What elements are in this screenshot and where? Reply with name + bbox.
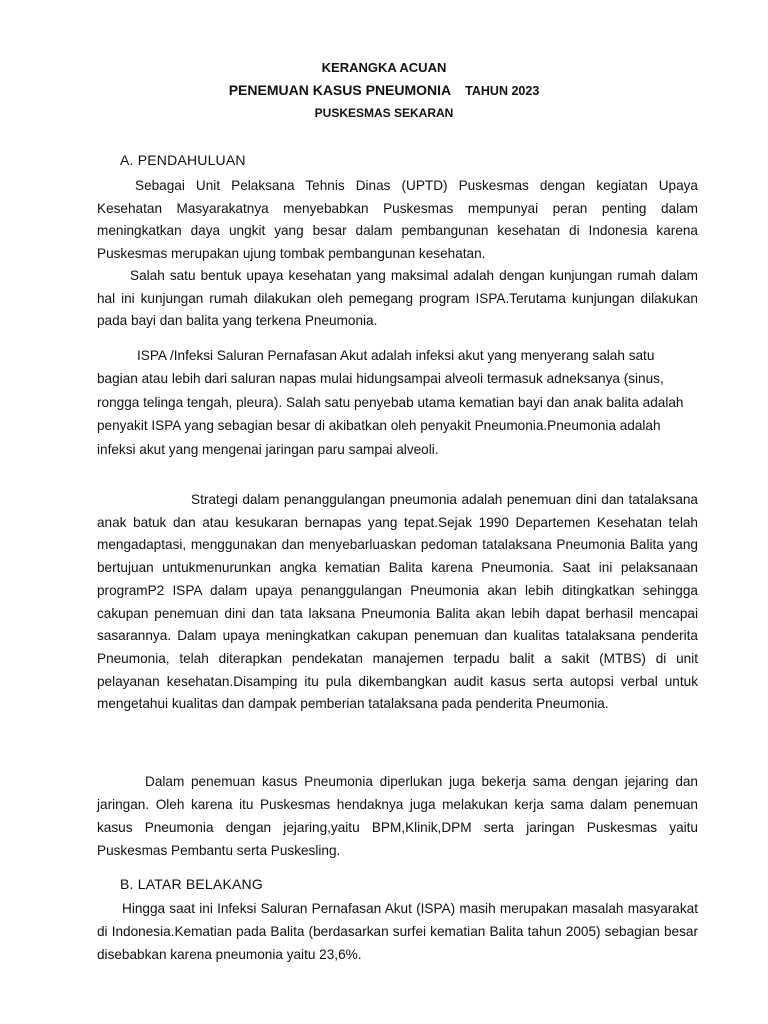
section-b-heading: B. LATAR BELAKANG xyxy=(120,876,263,892)
section-a-paragraph-2: Salah satu bentuk upaya kesehatan yang maksimal adalah dengan kunjungan rumah dalam hal ini kunjungan rumah dilakukan oleh pemegang program ISPA.Terutama kunjungan dilakukan pada bayi dan balita yang terkena Pneumonia. xyxy=(97,268,698,329)
doc-title-line2 xyxy=(0,82,768,98)
doc-title-main: PENEMUAN KASUS PNEUMONIA xyxy=(228,82,452,98)
doc-title-year: TAHUN 2023 xyxy=(465,84,540,98)
section-a-paragraph-4: Strategi dalam penanggulangan pneumonia adalah penemuan dini dan tatalaksana anak batuk dan atau kesukaran bernapas yang tepat.Sejak 1990 Departemen Kesehatan telah mengadaptasi, menggunakan dan menyebarluaskan pedoman tatalaksana Pneumonia Balita yang bertujuan untukmenurunkan angka kematian Balita karena Pneumonia. Saat ini pelaksanaan programP2 ISPA dalam upaya penanggulangan Pneumonia akan lebih ditingkatkan sehingga cakupan penemuan dini dan tata laksana Pneumonia Balita akan lebih dapat berhasil mencapai sasarannya. Dalam upaya meningkatkan cakupan penemuan dan kualitas tatalaksana penderita Pneumonia, telah diterapkan pendekatan manajemen terpadu balit a sakit (MTBS) di unit pelayanan kesehatan.Disamping itu pula dikembangkan audit kasus serta autopsi verbal untuk mengetahui kualitas dan dampak pemberian tatalaksana pada penderita Pneumonia. xyxy=(97,492,698,712)
section-a-paragraph-3: ISPA /Infeksi Saluran Pernafasan Akut adalah infeksi akut yang menyerang salah satu bagian atau lebih dari saluran napas mulai hidungsampai alveoli termasuk adneksanya (sinus, rongga telinga tengah, pleura). Salah satu penyebab utama kematian bayi dan anak balita adalah penyakit ISPA yang sebagian besar di akibatkan oleh penyakit Pneumonia.Pneumonia adalah infeksi akut yang mengenai jaringan paru sampai alveoli. xyxy=(97,348,684,457)
section-b-paragraph-1: Hingga saat ini Infeksi Saluran Pernafasan Akut (ISPA) masih merupakan masalah masyarakat di Indonesia.Kematian pada Balita (berdasarkan surfei kematian Balita tahun 2005) sebagian besar disebabkan karena pneumonia yaitu 23,6%. xyxy=(97,901,698,962)
section-a-paragraph-1: Sebagai Unit Pelaksana Tehnis Dinas (UPTD) Puskesmas dengan kegiatan Upaya Kesehatan Masyarakatnya menyebabkan Puskesmas mempunyai peran penting dalam meningkatkan daya ungkit yang besar dalam pembangunan kesehatan di Indonesia karena Puskesmas merupakan ujung tombak pembangunan kesehatan. xyxy=(97,178,698,261)
doc-title-line1: KERANGKA ACUAN xyxy=(321,60,447,75)
section-a-paragraph-5: Dalam penemuan kasus Pneumonia diperlukan juga bekerja sama dengan jejaring dan jaringan. Oleh karena itu Puskesmas hendaknya juga melakukan kerja sama dalam penemuan kasus Pneumonia dengan jejaring,yaitu BPM,Klinik,DPM serta jaringan Puskesmas yaitu Puskesmas Pembantu serta Puskesling. xyxy=(97,774,698,858)
doc-title-line3: PUSKESMAS SEKARAN xyxy=(314,106,454,120)
section-a-heading: A. PENDAHULUAN xyxy=(120,152,246,168)
